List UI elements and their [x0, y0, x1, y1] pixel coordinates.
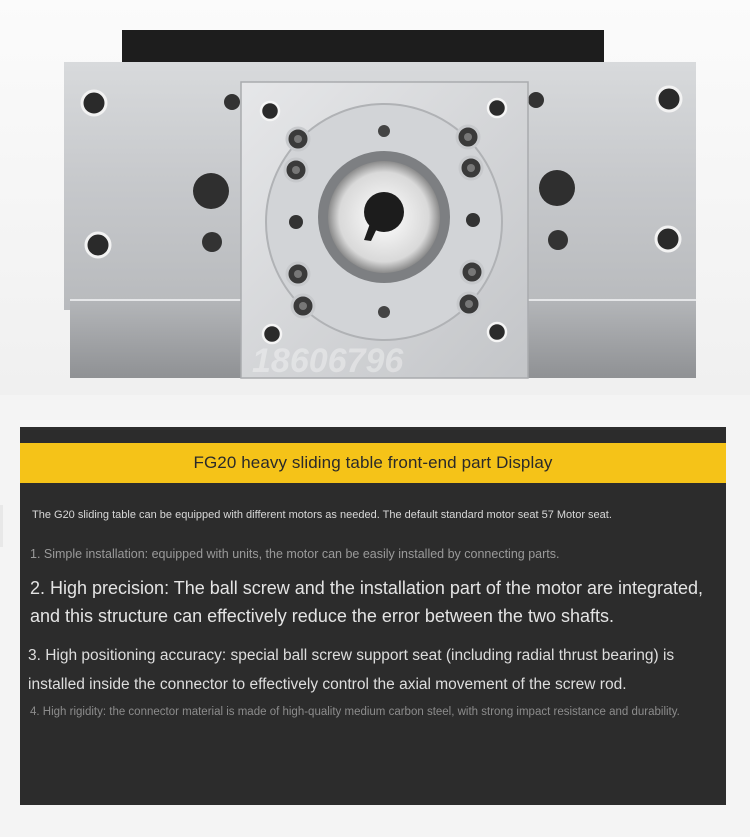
feature-item-high-rigidity: 4. High rigidity: the connector material is made of high-quality medium carbon steel, with strong impact resistance and durability.: [30, 706, 680, 718]
product-photo: [0, 0, 750, 395]
feature-item-high-precision: 2. High precision: The ball screw and the installation part of the motor are integrated, and this structure can effectively reduce the error between the two shafts.: [30, 578, 704, 626]
panel-title: FG20 heavy sliding table front-end part Display: [193, 453, 553, 472]
edge-marker: [0, 505, 3, 547]
feature-item-positioning-accuracy: 3. High positioning accuracy: special ball screw support seat (including radial thrust bearing) is installed inside the connector to effectively control the axial movement of the screw rod.: [28, 647, 675, 693]
feature-item-simple-installation: 1. Simple installation: equipped with units, the motor can be easily installed by connecting parts.: [30, 547, 560, 561]
title-bar: [20, 443, 726, 483]
intro-text: The G20 sliding table can be equipped with different motors as needed. The default standard motor seat 57 Motor seat.: [32, 509, 612, 521]
watermark-text: 18606796: [252, 342, 404, 380]
sliding-table-illustration: [0, 0, 750, 395]
description-panel: [20, 427, 726, 805]
